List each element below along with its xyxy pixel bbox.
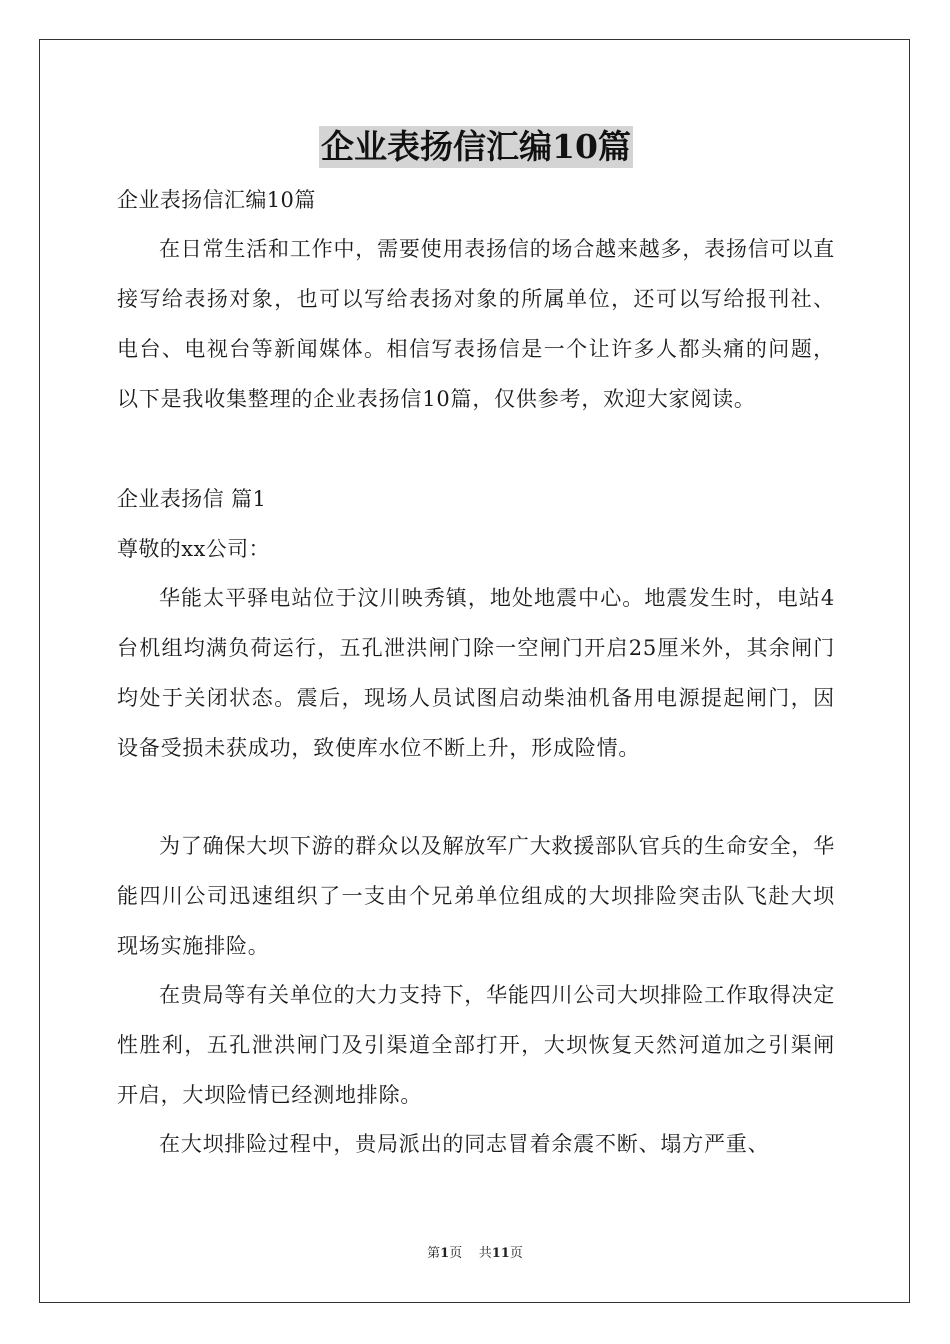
section-heading: 企业表扬信 篇1 [117, 487, 267, 511]
footer-page-suffix: 页 [509, 1246, 523, 1261]
title-wrapper [117, 126, 835, 168]
body-paragraph-1: 华能太平驿电站位于汶川映秀镇，地处地震中心。地震发生时，电站4台机组均满负荷运行，五孔泄洪闸门除一空闸门开启25厘米外，其余闸门均处于关闭状态。震后，现场人员试图启动柴油机备用电源提起闸门，因设备受损未获成功，致使库水位不断上升，形成险情。 [117, 586, 835, 760]
footer-page-current: 1 [440, 1246, 450, 1261]
body-paragraph-3: 在贵局等有关单位的大力支持下，华能四川公司大坝排险工作取得决定性胜利，五孔泄洪闸门及引渠道全部打开，大坝恢复天然河道加之引渠闸开启，大坝险情已经测地排除。 [117, 983, 835, 1107]
page-footer [0, 1245, 950, 1263]
document-title: 企业表扬信汇编10篇 [321, 127, 631, 166]
intro-paragraph: 在日常生活和工作中，需要使用表扬信的场合越来越多，表扬信可以直接写给表扬对象，也可以写给表扬对象的所属单位，还可以写给报刊社、电台、电视台等新闻媒体。相信写表扬信是一个让许多人都头痛的问题，以下是我收集整理的企业表扬信10篇，仅供参考，欢迎大家阅读。 [117, 237, 835, 411]
body-paragraph-2: 为了确保大坝下游的群众以及解放军广大救援部队官兵的生命安全，华能四川公司迅速组织了一支由个兄弟单位组成的大坝排险突击队飞赴大坝现场实施排险。 [117, 834, 835, 958]
document-subtitle: 企业表扬信汇编10篇 [117, 188, 316, 212]
footer-page-mid: 页 共 [449, 1246, 492, 1261]
body-paragraph-4: 在大坝排险过程中，贵局派出的同志冒着余震不断、塌方严重、 [159, 1132, 770, 1156]
salutation: 尊敬的xx公司： [117, 537, 270, 561]
footer-page-total: 11 [491, 1246, 510, 1261]
footer-page-prefix: 第 [427, 1246, 441, 1261]
